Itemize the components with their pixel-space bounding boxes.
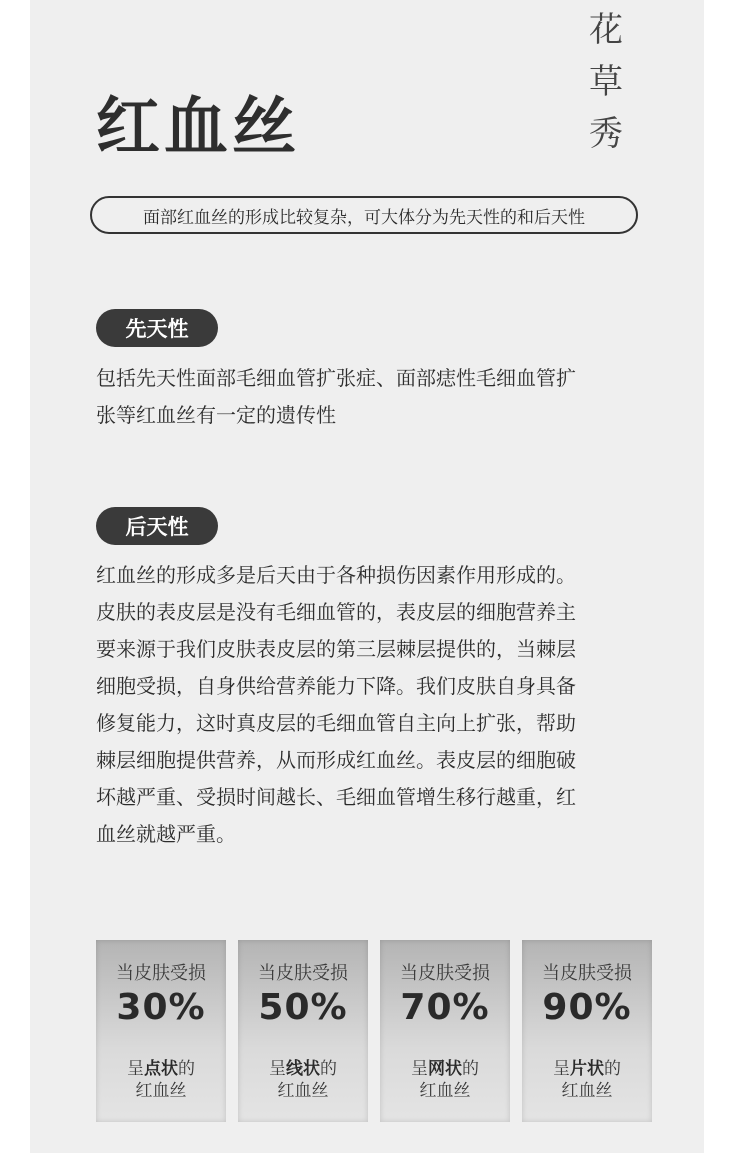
page-title: 红血丝 — [96, 91, 300, 165]
paragraph-line: 修复能力，这时真皮层的毛细血管自主向上扩张，帮助 — [96, 711, 576, 735]
card-desc-kind: 网状 — [428, 1059, 462, 1079]
card-head: 当皮肤受损 — [542, 963, 632, 984]
card-percent: 50% — [258, 987, 348, 1028]
paragraph-line: 张等红血丝有一定的遗传性 — [96, 403, 336, 427]
paragraph-line: 血丝就越严重。 — [96, 822, 236, 846]
card-desc-kind: 点状 — [144, 1059, 178, 1079]
paragraph-line: 坏越严重、受损时间越长、毛细血管增生移行越重，红 — [96, 785, 576, 809]
card-desc-pre: 呈 — [553, 1059, 570, 1079]
card-desc-line2: 红血丝 — [277, 1081, 329, 1101]
card-desc-line2: 红血丝 — [419, 1081, 471, 1101]
card-head: 当皮肤受损 — [258, 963, 348, 984]
brand-char: 草 — [589, 62, 623, 102]
paragraph-line: 棘层细胞提供营养，从而形成红血丝。表皮层的细胞破 — [96, 748, 576, 772]
paragraph-line: 细胞受损，自身供给营养能力下降。我们皮肤自身具备 — [96, 674, 576, 698]
card-desc — [380, 1058, 510, 1102]
damage-card-70 — [380, 940, 510, 1122]
card-desc — [238, 1058, 368, 1102]
card-desc-kind: 片状 — [570, 1059, 604, 1079]
paragraph-line: 皮肤的表皮层是没有毛细血管的，表皮层的细胞营养主 — [96, 600, 576, 624]
card-desc-pre: 呈 — [127, 1059, 144, 1079]
card-percent: 70% — [400, 987, 490, 1028]
card-head: 当皮肤受损 — [116, 963, 206, 984]
brand-logo — [578, 4, 634, 160]
card-desc — [522, 1058, 652, 1102]
brand-char: 秀 — [589, 114, 623, 154]
card-desc-post: 的 — [320, 1059, 337, 1079]
section-label-congenital — [96, 309, 218, 347]
card-desc-pre: 呈 — [411, 1059, 428, 1079]
damage-card-90 — [522, 940, 652, 1122]
card-desc-kind: 线状 — [286, 1059, 320, 1079]
damage-card-50 — [238, 940, 368, 1122]
damage-card-30 — [96, 940, 226, 1122]
card-head: 当皮肤受损 — [400, 963, 490, 984]
congenital-paragraph — [96, 360, 636, 434]
brand-char: 花 — [589, 10, 623, 50]
card-desc-line2: 红血丝 — [561, 1081, 613, 1101]
section-label-text: 后天性 — [125, 515, 189, 539]
acquired-paragraph — [96, 557, 636, 853]
card-percent: 90% — [542, 987, 632, 1028]
paragraph-line: 包括先天性面部毛细血管扩张症、面部痣性毛细血管扩 — [96, 366, 576, 390]
section-label-acquired — [96, 507, 218, 545]
intro-text: 面部红血丝的形成比较复杂，可大体分为先天性的和后天性 — [143, 207, 585, 228]
section-label-text: 先天性 — [125, 317, 189, 341]
card-desc-post: 的 — [462, 1059, 479, 1079]
card-percent: 30% — [116, 987, 206, 1028]
paragraph-line: 红血丝的形成多是后天由于各种损伤因素作用形成的。 — [96, 563, 576, 587]
card-desc-post: 的 — [178, 1059, 195, 1079]
card-desc-post: 的 — [604, 1059, 621, 1079]
paragraph-line: 要来源于我们皮肤表皮层的第三层棘层提供的，当棘层 — [96, 637, 576, 661]
card-desc — [96, 1058, 226, 1102]
intro-banner — [90, 196, 638, 234]
card-desc-pre: 呈 — [269, 1059, 286, 1079]
card-desc-line2: 红血丝 — [135, 1081, 187, 1101]
